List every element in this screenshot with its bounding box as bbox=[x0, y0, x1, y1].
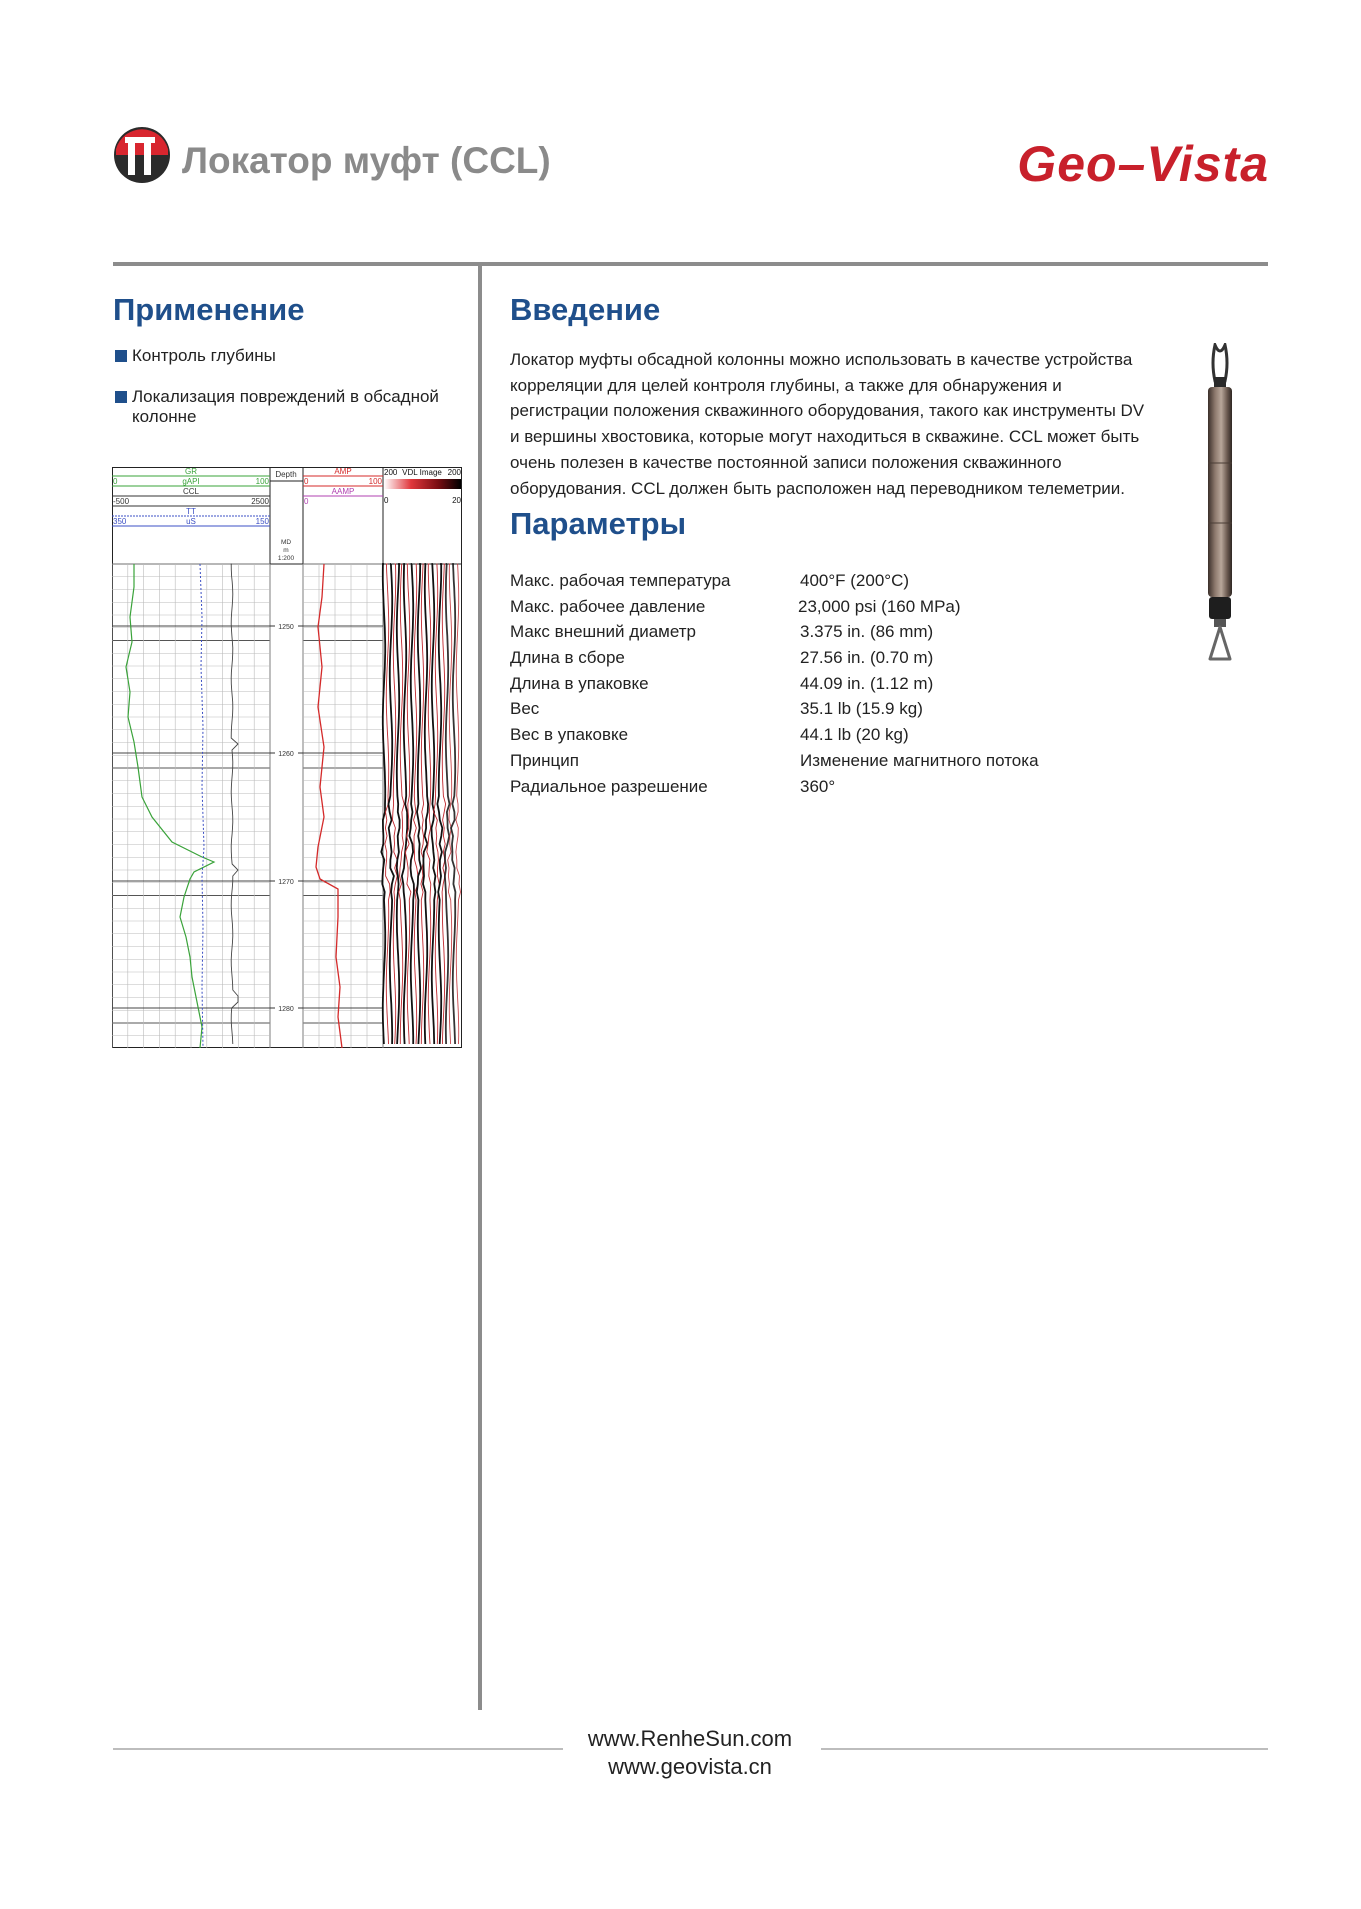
tt-curve-name: TT bbox=[186, 507, 196, 516]
tt-min: 350 bbox=[113, 517, 127, 526]
footer-link-geovista[interactable]: www.geovista.cn bbox=[608, 1754, 772, 1779]
introduction-text: Локатор муфты обсадной колонны можно использовать в качестве устройства корреляции для целей контроля глубины, а также для обнаружения и регистрации положения скважинного оборудования, такого как инструменты DV и вершины хвостовика, которые могут находиться в скважине. CCL может быть очень полезен в качестве постоянной записи положения скважинного оборудования. CCL должен быть расположен над переводником телеметрии. bbox=[510, 350, 1145, 498]
parameter-label: Макс внешний диаметр bbox=[510, 622, 696, 642]
amp-curve-name: AMP bbox=[334, 467, 352, 476]
parameter-value: 400°F (200°C) bbox=[800, 571, 910, 590]
company-logo-icon bbox=[113, 125, 171, 185]
vdl-max: 200 bbox=[447, 468, 461, 477]
parameter-label: Вес в упаковке bbox=[510, 725, 629, 745]
parameter-value: 35.1 lb (15.9 kg) bbox=[800, 699, 923, 719]
bullet-square-icon bbox=[115, 350, 127, 362]
parameter-row bbox=[510, 674, 1110, 700]
brand-logo-text: Geo–Vista bbox=[1017, 136, 1269, 192]
vdl-min: 200 bbox=[384, 468, 398, 477]
parameter-row bbox=[510, 571, 1110, 597]
list-item bbox=[113, 387, 463, 427]
parameters-heading: Параметры bbox=[510, 506, 687, 541]
ccl-min: -500 bbox=[113, 497, 130, 506]
vdl-name: VDL Image bbox=[402, 468, 442, 477]
tt-unit: uS bbox=[186, 517, 196, 526]
parameters-table bbox=[510, 571, 1110, 802]
parameter-row bbox=[510, 725, 1110, 751]
parameter-label: Принцип bbox=[510, 750, 579, 770]
gr-unit: gAPI bbox=[182, 477, 200, 486]
parameter-value: 44.1 lb (20 kg) bbox=[800, 725, 909, 745]
amp-max: 100 bbox=[368, 477, 382, 486]
parameter-value: 360° bbox=[800, 776, 836, 796]
ccl-curve-name: CCL bbox=[182, 487, 200, 496]
list-item bbox=[113, 346, 463, 366]
ccl-max: 2500 bbox=[251, 497, 269, 506]
depth-tick-label: 1260 bbox=[278, 751, 294, 758]
depth-tick-label: 1270 bbox=[278, 879, 294, 886]
parameter-value: 23,000 psi (160 MPa) bbox=[798, 596, 961, 616]
document-title: Локатор муфт (CCL) bbox=[182, 140, 551, 181]
depth-scale: 1:200 bbox=[277, 555, 295, 562]
parameter-label: Вес bbox=[510, 699, 540, 719]
md-label: MD bbox=[280, 539, 292, 546]
gr-curve-name: GR bbox=[185, 467, 197, 476]
gr-min: 0 bbox=[113, 477, 118, 486]
parameter-row bbox=[510, 699, 1110, 725]
column-divider bbox=[478, 262, 482, 1710]
parameter-label: Макс. рабочее давление bbox=[510, 596, 706, 616]
list-item-label: Локализация повреждений в обсадной колонне bbox=[132, 387, 439, 426]
footer-link-renhesun[interactable]: www.RenheSun.com bbox=[587, 1726, 793, 1751]
parameter-row bbox=[510, 597, 1110, 623]
parameter-label: Длина в сборе bbox=[510, 648, 625, 668]
parameter-row bbox=[510, 622, 1110, 648]
list-item-label: Контроль глубины bbox=[132, 346, 276, 365]
parameter-label: Макс. рабочая температура bbox=[510, 571, 731, 590]
header-divider bbox=[113, 262, 1268, 266]
well-log-chart bbox=[112, 467, 462, 1048]
introduction-heading: Введение bbox=[510, 292, 661, 327]
amp-min: 0 bbox=[304, 477, 309, 486]
parameter-value: 27.56 in. (0.70 m) bbox=[800, 648, 934, 668]
parameter-label: Длина в упаковке bbox=[510, 673, 649, 693]
parameter-value: 3.375 in. (86 mm) bbox=[800, 622, 934, 642]
parameter-row bbox=[510, 751, 1110, 777]
bullet-square-icon bbox=[115, 391, 127, 403]
depth-label: Depth bbox=[275, 470, 297, 479]
vdl-scale-max: 20 bbox=[452, 496, 461, 505]
parameter-row bbox=[510, 648, 1110, 674]
depth-tick-label: 1280 bbox=[278, 1006, 294, 1013]
parameter-row bbox=[510, 777, 1110, 803]
applications-list bbox=[113, 346, 463, 448]
aamp-min: 0 bbox=[304, 497, 309, 506]
applications-heading: Применение bbox=[113, 292, 305, 327]
parameter-value: 44.09 in. (1.12 m) bbox=[800, 673, 934, 693]
depth-unit: m bbox=[283, 547, 289, 554]
aamp-curve-name: AAMP bbox=[331, 487, 355, 496]
footer-rule-right bbox=[821, 1748, 1268, 1750]
gr-max: 100 bbox=[255, 477, 269, 486]
parameter-value: Изменение магнитного потока bbox=[800, 750, 1039, 770]
ccl-tool-image bbox=[1195, 343, 1245, 663]
tt-max: 150 bbox=[255, 517, 269, 526]
depth-tick-label: 1250 bbox=[278, 624, 294, 631]
vdl-scale-min: 0 bbox=[384, 496, 389, 505]
parameter-label: Радиальное разрешение bbox=[510, 776, 708, 796]
footer-rule-left bbox=[113, 1748, 563, 1750]
